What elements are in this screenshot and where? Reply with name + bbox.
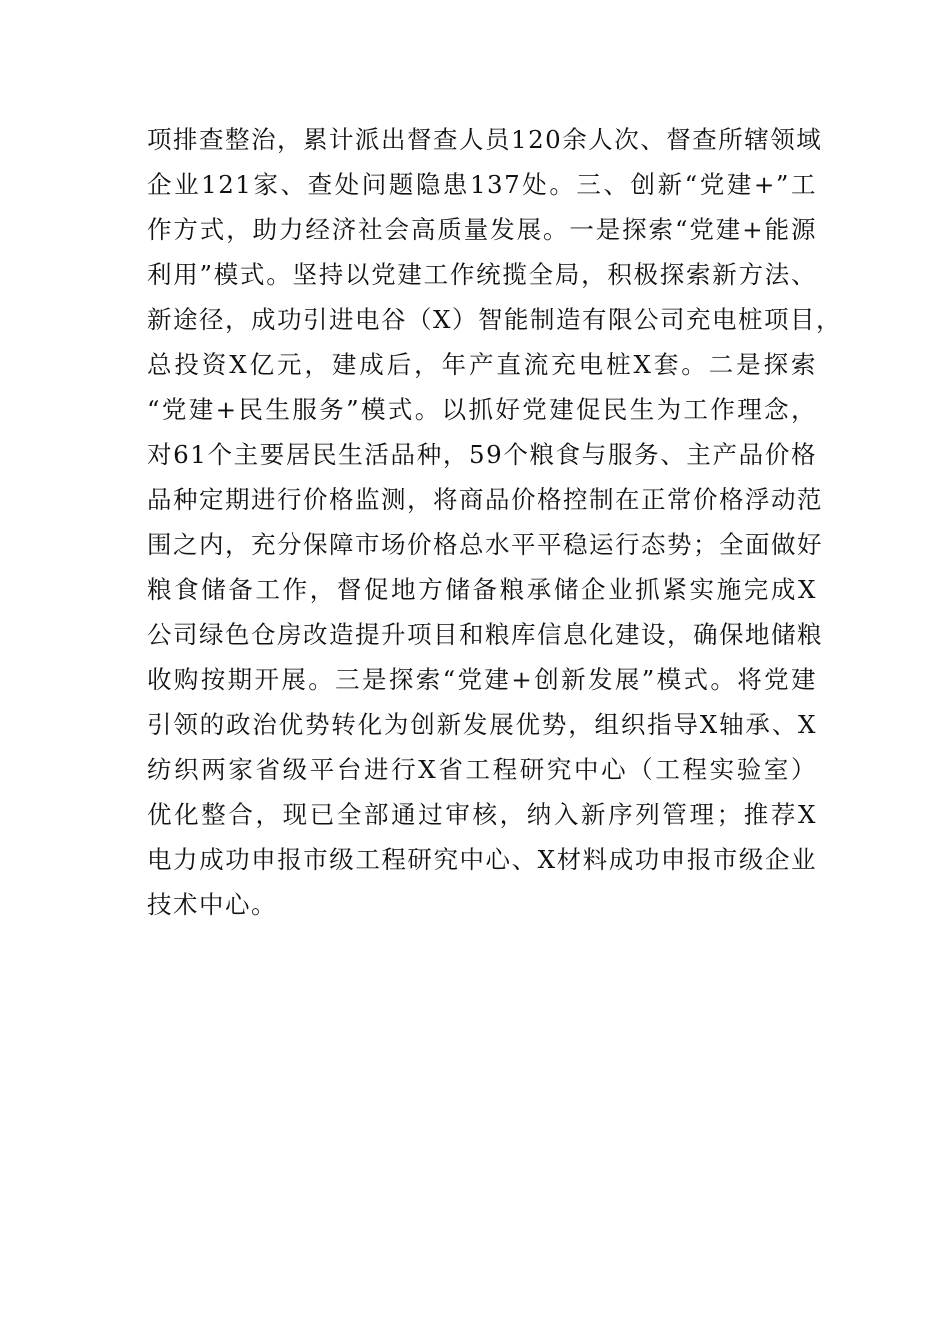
paragraph-line-3: 作方式，助力经济社会高质量发展。一是探索“党建+能源 [147,215,817,244]
paragraph-line-2: 企业121家、查处问题隐患137处。三、创新“党建+”工 [147,170,817,199]
paragraph-line-18: 技术中心。 [147,890,277,919]
paragraph-line-7: “党建+民生服务”模式。以抓好党建促民生为工作理念， [147,395,817,424]
paragraph-line-16: 优化整合，现已全部通过审核，纳入新序列管理；推荐X [147,800,817,829]
paragraph-line-13: 收购按期开展。三是探索“党建+创新发展”模式。将党建 [147,665,817,694]
paragraph-line-17: 电力成功申报市级工程研究中心、X材料成功申报市级企业 [147,845,817,874]
paragraph-line-6: 总投资X亿元，建成后，年产直流充电桩X套。二是探索 [147,350,817,379]
paragraph-line-14: 引领的政治优势转化为创新发展优势，组织指导X轴承、X [147,710,817,739]
body-paragraph [147,117,842,927]
paragraph-line-8: 对61个主要居民生活品种，59个粮食与服务、主产品价格 [147,440,817,469]
paragraph-line-10: 围之内，充分保障市场价格总水平平稳运行态势；全面做好 [147,530,823,559]
paragraph-line-1: 项排查整治，累计派出督查人员120余人次、督查所辖领域 [147,125,823,154]
paragraph-line-9: 品种定期进行价格监测，将商品价格控制在正常价格浮动范 [147,485,823,514]
paragraph-line-5: 新途径，成功引进电谷（X）智能制造有限公司充电桩项目， [147,305,842,334]
paragraph-line-4: 利用”模式。坚持以党建工作统揽全局，积极探索新方法、 [147,260,817,289]
paragraph-line-11: 粮食储备工作，督促地方储备粮承储企业抓紧实施完成X [147,575,817,604]
paragraph-line-15: 纺织两家省级平台进行X省工程研究中心（工程实验室） [147,755,817,784]
paragraph-line-12: 公司绿色仓房改造提升项目和粮库信息化建设，确保地储粮 [147,620,823,649]
